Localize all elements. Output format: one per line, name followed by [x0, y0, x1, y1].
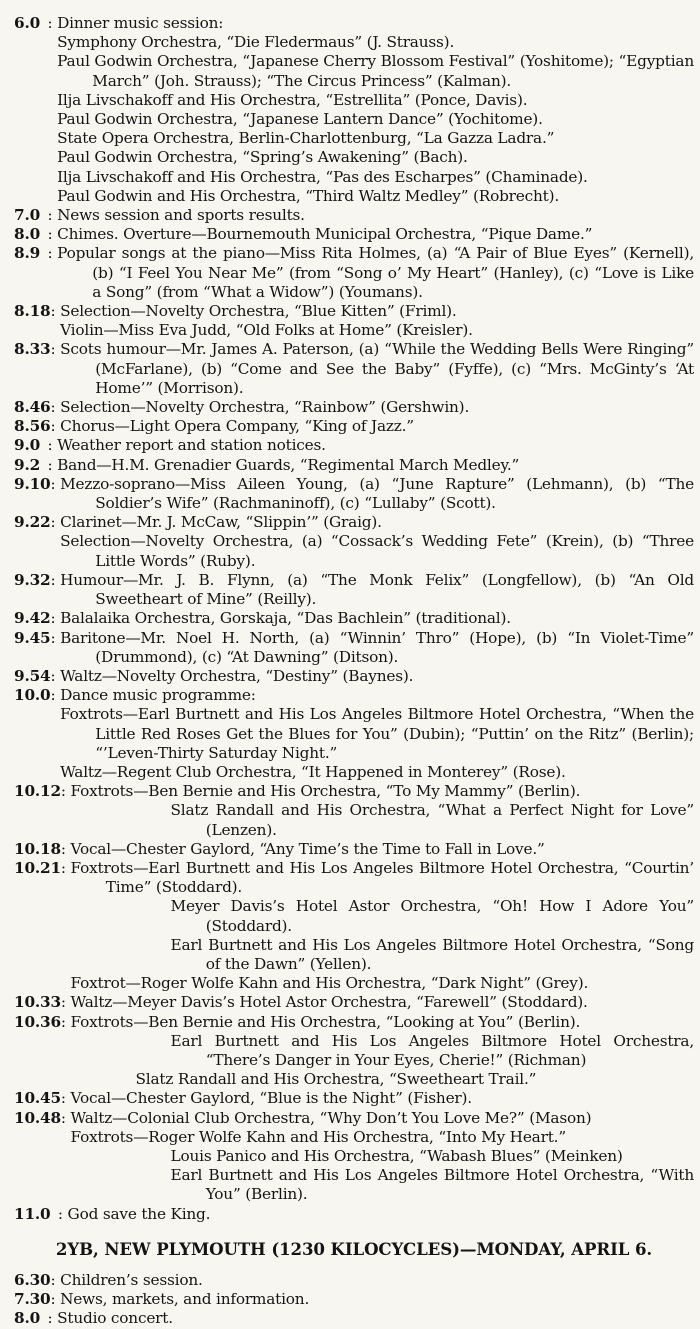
- time-separator: :: [60, 858, 71, 877]
- entry-line: Clarinet—Mr. J. McCaw, “Slippin’” (Graig).: [60, 513, 382, 532]
- entry-content: [57, 244, 694, 302]
- entry-content: [60, 417, 694, 436]
- entry-line: Paul Godwin Orchestra, “Japanese Cherry Blossom Festival” (Yoshitome); “Egyptian March” (Joh. Strauss); “The Circus Princess” (Kalman).: [57, 52, 694, 90]
- programme-entry: [14, 456, 694, 475]
- entry-time: 7.0: [14, 206, 41, 225]
- programme-entry: [14, 667, 694, 686]
- time-separator: :: [50, 398, 61, 417]
- entry-line: Dance music programme:: [60, 686, 256, 705]
- time-separator: :: [40, 436, 58, 455]
- entry-time: 9.54: [14, 666, 51, 685]
- entry-content: [68, 1205, 694, 1224]
- entry-time: 10.48: [14, 1108, 61, 1127]
- entry-time: 9.32: [14, 570, 51, 589]
- entry-content: [60, 667, 694, 686]
- entry-line: Humour—Mr. J. B. Flynn, (a) “The Monk Felix” (Longfellow), (b) “An Old Sweetheart of Mine” (Reilly).: [60, 570, 694, 609]
- programme-entry: [14, 1309, 694, 1328]
- programme-section: [14, 14, 694, 1224]
- entry-content: [60, 340, 694, 398]
- entry-time: 9.45: [14, 628, 51, 647]
- programme-entry: [14, 859, 694, 993]
- entry-line: Earl Burtnett and His Los Angeles Biltmore Hotel Orchestra, “With You” (Berlin).: [170, 1166, 694, 1204]
- time-separator: :: [50, 628, 61, 647]
- programme-entry: [14, 993, 694, 1012]
- entry-content: [60, 398, 694, 417]
- entry-line: Meyer Davis’s Hotel Astor Orchestra, “Oh! How I Adore You” (Stoddard).: [170, 897, 694, 935]
- time-separator: :: [50, 570, 61, 589]
- entry-content: [71, 859, 694, 993]
- programme-entry: [14, 513, 694, 571]
- entry-line: Paul Godwin and His Orchestra, “Third Waltz Medley” (Robrecht).: [57, 186, 560, 205]
- entry-line: Waltz—Regent Club Orchestra, “It Happened in Monterey” (Rose).: [60, 762, 566, 781]
- entry-line: Selection—Novelty Orchestra, “Blue Kitten” (Friml).: [60, 302, 457, 321]
- entry-content: [57, 436, 694, 455]
- programme-entry: [14, 1089, 694, 1108]
- entry-time: 10.12: [14, 782, 61, 801]
- entry-line: Popular songs at the piano—Miss Rita Holmes, (a) “A Pair of Blue Eyes” (Kernell), (b) “I Feel You Near Me” (from “Song o’ My Heart” (Hanley), (c) “Love is Like a Song” (from “What a Widow”) (Youmans).: [57, 244, 694, 301]
- programme-entry: [14, 225, 694, 244]
- time-separator: :: [40, 244, 58, 263]
- entry-time: 8.9: [14, 244, 41, 263]
- entry-line: Selection—Novelty Orchestra, (a) “Cossack’s Wedding Fete” (Krein), (b) “Three Little Words” (Ruby).: [60, 532, 694, 570]
- entry-line: Chorus—Light Opera Company, “King of Jazz.”: [60, 417, 414, 436]
- programme-entry: [14, 398, 694, 417]
- entry-content: [57, 225, 694, 244]
- programme-entry: [14, 14, 694, 206]
- entry-line: Violin—Miss Eva Judd, “Old Folks at Home” (Kreisler).: [60, 321, 473, 340]
- programme-entry: [14, 629, 694, 667]
- entry-content: [71, 840, 694, 859]
- entry-time: 9.0: [14, 436, 41, 455]
- time-separator: :: [60, 1108, 71, 1127]
- time-separator: :: [50, 513, 61, 532]
- time-separator: :: [50, 686, 61, 705]
- entry-content: [60, 686, 694, 782]
- entry-line: Waltz—Meyer Davis’s Hotel Astor Orchestra, “Farewell” (Stoddard).: [70, 993, 588, 1012]
- entry-time: 8.56: [14, 417, 51, 436]
- programme-entry: [14, 840, 694, 859]
- time-separator: :: [50, 474, 61, 493]
- entry-time: 7.30: [14, 1290, 51, 1309]
- time-separator: :: [40, 14, 58, 32]
- entry-content: [71, 1013, 694, 1090]
- time-separator: :: [40, 1309, 58, 1328]
- entry-time: 8.0: [14, 225, 41, 244]
- time-separator: :: [60, 993, 71, 1012]
- entry-time: 10.21: [14, 858, 61, 877]
- programme-entry: [14, 1290, 694, 1309]
- entry-line: Vocal—Chester Gaylord, “Blue is the Night” (Fisher).: [70, 1089, 472, 1108]
- entry-line: Balalaika Orchestra, Gorskaja, “Das Bachlein” (traditional).: [60, 609, 511, 628]
- entry-line: News session and sports results.: [57, 206, 305, 225]
- entry-line: Mezzo-soprano—Miss Aileen Young, (a) “June Rapture” (Lehmann), (b) “The Soldier’s Wife” (Rachmaninoff), (c) “Lullaby” (Scott).: [60, 474, 694, 513]
- time-separator: :: [60, 1089, 71, 1108]
- entry-line: Foxtrots—Ben Bernie and His Orchestra, “To My Mammy” (Berlin).: [70, 782, 581, 801]
- time-separator: :: [50, 666, 61, 685]
- time-separator: :: [60, 1012, 71, 1031]
- entry-line: Paul Godwin Orchestra, “Japanese Lantern Dance” (Yochitome).: [57, 110, 543, 129]
- programme-entry: [14, 609, 694, 628]
- entry-content: [71, 782, 694, 840]
- time-separator: :: [60, 839, 71, 858]
- programme-entry: [14, 302, 694, 340]
- entry-time: 8.46: [14, 398, 51, 417]
- entry-time: 6.30: [14, 1271, 51, 1289]
- time-separator: :: [50, 340, 61, 359]
- entry-content: [60, 629, 694, 667]
- time-separator: :: [40, 206, 58, 225]
- entry-line: Baritone—Mr. Noel H. North, (a) “Winnin’ Thro” (Hope), (b) “In Violet-Time” (Drummond), (c) “At Dawning” (Ditson).: [60, 628, 694, 666]
- programme-entry: [14, 686, 694, 782]
- programme-entry: [14, 475, 694, 513]
- time-separator: :: [50, 609, 61, 628]
- entry-content: [71, 1089, 694, 1108]
- entry-time: 10.18: [14, 839, 61, 858]
- entry-time: 9.10: [14, 474, 51, 493]
- entry-time: 8.18: [14, 302, 51, 321]
- entry-time: 9.22: [14, 513, 51, 532]
- entry-line: Foxtrots—Earl Burtnett and His Los Angeles Biltmore Hotel Orchestra, “When the Little Red Roses Get the Blues for You” (Dubin); “Puttin’ on the Ritz” (Berlin); “’Leven-Thirty Saturday Night.”: [60, 705, 694, 762]
- entry-line: Earl Burtnett and His Los Angeles Biltmore Hotel Orchestra, “There’s Danger in Your Eyes, Cherie!” (Richman): [170, 1031, 694, 1069]
- entry-line: Band—H.M. Grenadier Guards, “Regimental March Medley.”: [57, 455, 520, 474]
- entry-content: [71, 993, 694, 1012]
- entry-line: Studio concert.: [57, 1309, 173, 1328]
- entry-line: Ilja Livschakoff and His Orchestra, “Estrellita” (Ponce, Davis).: [57, 90, 528, 109]
- entry-line: Vocal—Chester Gaylord, “Any Time’s the Time to Fall in Love.”: [70, 839, 545, 858]
- time-separator: :: [40, 455, 58, 474]
- programme-entry: [14, 782, 694, 840]
- programme-section: [14, 1240, 694, 1329]
- programme-entry: [14, 1271, 694, 1290]
- programme-entry: [14, 1109, 694, 1205]
- entry-content: [57, 14, 694, 206]
- entry-line: Symphony Orchestra, “Die Fledermaus” (J. Strauss).: [57, 33, 455, 52]
- time-separator: :: [50, 1204, 68, 1223]
- entry-time: 9.42: [14, 609, 51, 628]
- programme-entry: [14, 1013, 694, 1090]
- entry-line: Weather report and station notices.: [57, 436, 326, 455]
- entry-line: Foxtrots—Ben Bernie and His Orchestra, “Looking at You” (Berlin).: [70, 1012, 581, 1031]
- programme-entry: [14, 571, 694, 609]
- entry-time: 8.33: [14, 340, 51, 359]
- entry-line: Louis Panico and His Orchestra, “Wabash Blues” (Meinken): [170, 1146, 623, 1165]
- entry-line: Chimes. Overture—Bournemouth Municipal Orchestra, “Pique Dame.”: [57, 225, 593, 244]
- programme-entry: [14, 340, 694, 398]
- entry-content: [60, 609, 694, 628]
- entry-line: Ilja Livschakoff and His Orchestra, “Pas des Escharpes” (Chaminade).: [57, 167, 588, 186]
- entry-line: Earl Burtnett and His Los Angeles Biltmore Hotel Orchestra, “Song of the Dawn” (Yellen).: [170, 935, 694, 973]
- entry-content: [60, 1290, 694, 1309]
- entry-line: News, markets, and information.: [60, 1290, 310, 1309]
- entry-content: [57, 456, 694, 475]
- entry-line: Foxtrots—Roger Wolfe Kahn and His Orchestra, “Into My Heart.”: [70, 1127, 566, 1146]
- entry-time: 11.0: [14, 1204, 51, 1223]
- time-separator: :: [50, 1271, 61, 1289]
- entry-time: 8.0: [14, 1309, 41, 1328]
- entry-content: [60, 302, 694, 340]
- entry-line: State Opera Orchestra, Berlin-Charlottenburg, “La Gazza Ladra.”: [57, 129, 555, 148]
- entry-content: [60, 475, 694, 513]
- programme-entry: [14, 244, 694, 302]
- entry-line: Paul Godwin Orchestra, “Spring’s Awakening” (Bach).: [57, 148, 468, 167]
- time-separator: :: [40, 225, 58, 244]
- entry-line: Slatz Randall and His Orchestra, “What a Perfect Night for Love” (Lenzen).: [170, 801, 694, 839]
- entry-line: Scots humour—Mr. James A. Paterson, (a) “While the Wedding Bells Were Ringing” (McFarlane), (b) “Come and See the Baby” (Fyffe), (c) “Mrs. McGinty’s ‘At Home’” (Morrison).: [60, 340, 694, 397]
- programme-entry: [14, 417, 694, 436]
- entry-time: 9.2: [14, 455, 41, 474]
- time-separator: :: [50, 302, 61, 321]
- entry-line: Selection—Novelty Orchestra, “Rainbow” (Gershwin).: [60, 398, 470, 417]
- entry-time: 10.0: [14, 686, 51, 705]
- entry-time: 10.33: [14, 993, 61, 1012]
- entry-content: [60, 571, 694, 609]
- entry-line: Children’s session.: [60, 1271, 203, 1289]
- entry-content: [60, 1271, 694, 1290]
- time-separator: :: [50, 1290, 61, 1309]
- time-separator: :: [60, 782, 71, 801]
- entry-line: Dinner music session:: [57, 14, 224, 32]
- entry-content: [71, 1109, 694, 1205]
- entry-time: 10.36: [14, 1012, 61, 1031]
- programme-entry: [14, 436, 694, 455]
- entry-line: God save the King.: [67, 1204, 211, 1223]
- entry-time: 10.45: [14, 1089, 61, 1108]
- station-heading: 2YB, NEW PLYMOUTH (1230 KILOCYCLES)—MONDAY, APRIL 6.: [55, 1238, 653, 1259]
- entry-content: [57, 1309, 694, 1328]
- entry-line: Foxtrots—Earl Burtnett and His Los Angeles Biltmore Hotel Orchestra, “Courtin’ Time” (Stoddard).: [70, 858, 694, 897]
- entry-content: [60, 513, 694, 571]
- entry-time: 6.0: [14, 14, 41, 32]
- entry-content: [57, 206, 694, 225]
- entry-line: Foxtrot—Roger Wolfe Kahn and His Orchestra, “Dark Night” (Grey).: [70, 974, 589, 993]
- entry-line: Waltz—Novelty Orchestra, “Destiny” (Baynes).: [60, 666, 414, 685]
- programme-entry: [14, 206, 694, 225]
- entry-line: Waltz—Colonial Club Orchestra, “Why Don’t You Love Me?” (Mason): [70, 1108, 592, 1127]
- entry-line: Slatz Randall and His Orchestra, “Sweetheart Trail.”: [135, 1070, 537, 1089]
- time-separator: :: [50, 417, 61, 436]
- programme-entry: [14, 1205, 694, 1224]
